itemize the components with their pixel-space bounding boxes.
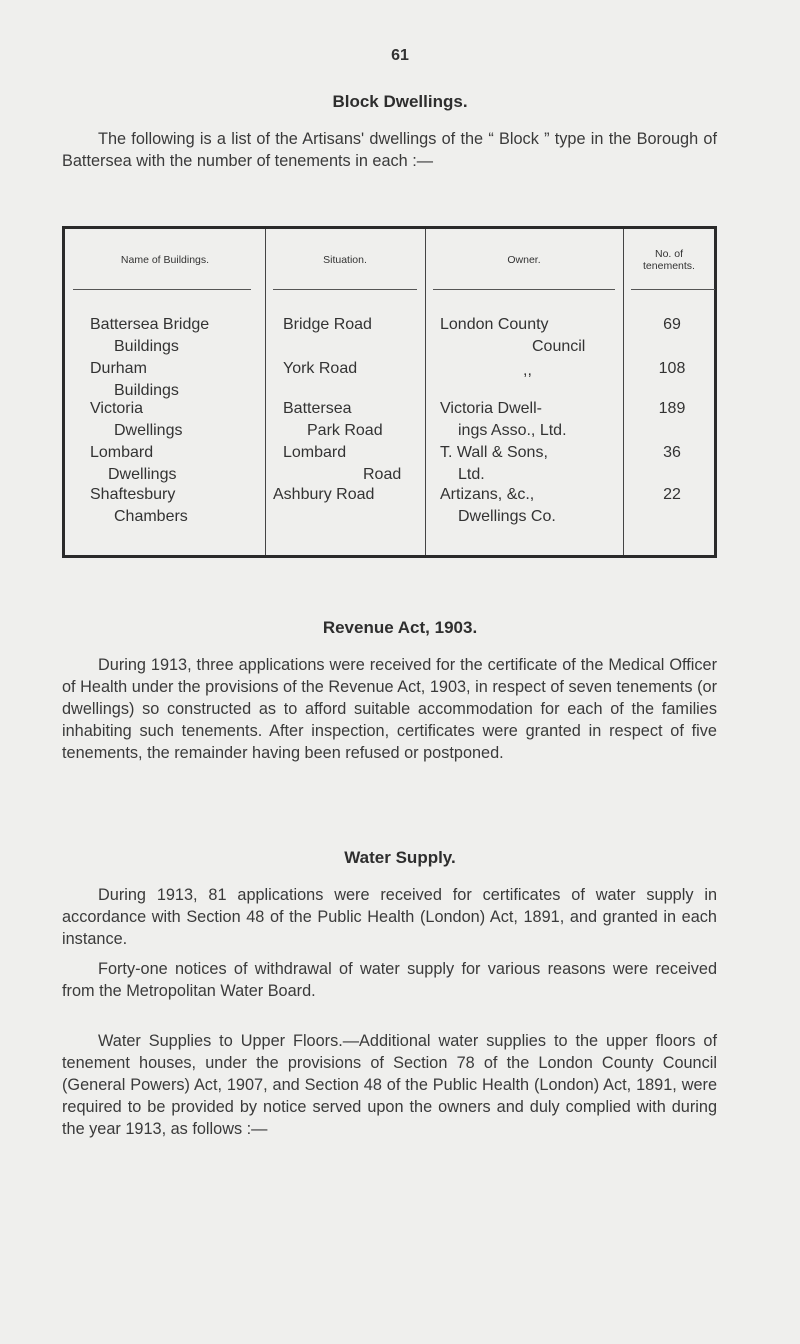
cell-tenements: 69 — [663, 316, 681, 333]
cell-owner-line: Dwellings Co. — [458, 508, 556, 525]
cell-name: Lombard — [90, 444, 154, 461]
table-row — [90, 358, 179, 402]
cell-owner: ,, — [523, 362, 532, 379]
cell-name: Buildings — [114, 338, 179, 355]
header-situation: Situation. — [323, 254, 367, 266]
header-name: Name of Buildings. — [120, 254, 210, 266]
cell-situation — [283, 398, 383, 442]
table-row — [90, 442, 176, 486]
water-supply-para-3: Water Supplies to Upper Floors.—Additional water supplies to the upper floors of tenement houses, under the provisions of Section 78 of the London County Council (General Powers) Act, 1907, and Section 48 of the Public Health (London) Act, 1891, were required to be provided by notice served upon the owners and duly complied with during the year 1913, as follows :— — [62, 1032, 717, 1138]
table-row — [90, 398, 182, 442]
cell-tenements: 189 — [658, 400, 686, 417]
cell-owner-line: T. Wall & Sons, — [440, 444, 548, 461]
table-row — [90, 484, 188, 528]
cell-owner-line: Ltd. — [458, 466, 485, 483]
header-rule — [73, 289, 251, 290]
cell-owner-line: Council — [532, 338, 586, 355]
water-supply-para-2: Forty-one notices of withdrawal of water supply for various reasons were received from the Metropolitan Water Board. — [62, 960, 717, 1000]
water-supply-para-1: During 1913, 81 applications were received for certificates of water supply in accordance with Section 48 of the Public Health (London) Act, 1891, and granted in each instance. — [62, 886, 717, 948]
cell-situation: Ashbury Road — [273, 486, 375, 503]
dwellings-table — [62, 226, 717, 558]
table-row — [90, 314, 209, 358]
page-number: 61 — [391, 47, 409, 64]
cell-owner — [440, 398, 567, 442]
cell-name: Battersea Bridge — [90, 316, 210, 333]
cell-situation-line: Lombard — [283, 444, 347, 461]
cell-owner-line: Victoria Dwell- — [440, 400, 542, 417]
cell-name: Durham — [90, 360, 147, 377]
water-supply-heading: Water Supply. — [344, 848, 456, 867]
cell-situation-line: Road — [363, 466, 402, 483]
header-owner: Owner. — [507, 254, 541, 266]
column-divider — [265, 229, 266, 555]
cell-owner-line: London County — [440, 316, 549, 333]
block-dwellings-heading: Block Dwellings. — [332, 92, 468, 111]
cell-owner — [440, 484, 556, 528]
block-dwellings-intro: The following is a list of the Artisans' dwellings of the “ Block ” type in the Borough of Battersea with the number of tenements in each :— — [62, 130, 717, 170]
cell-name: Dwellings — [108, 466, 177, 483]
cell-tenements: 36 — [663, 444, 681, 461]
cell-situation-line: Battersea — [283, 400, 352, 417]
cell-owner-line: Artizans, &c., — [440, 486, 535, 503]
cell-situation: York Road — [283, 360, 358, 377]
cell-name: Dwellings — [114, 422, 183, 439]
header-rule — [631, 289, 715, 290]
cell-tenements: 22 — [663, 486, 681, 503]
revenue-act-body: During 1913, three applications were received for the certificate of the Medical Officer of Health under the provisions of the Revenue Act, 1903, in respect of seven tenements (or dwellings) so constructed as to afford suitable accommodation for each of the families inhabiting such tenements. After inspection, certificates were granted in respect of five tenements, the remainder having been refused or postponed. — [62, 656, 717, 762]
cell-situation-line: Park Road — [307, 422, 383, 439]
cell-situation — [283, 442, 401, 486]
cell-name: Shaftesbury — [90, 486, 176, 503]
cell-name: Chambers — [114, 508, 188, 525]
cell-tenements: 108 — [658, 360, 686, 377]
column-divider — [425, 229, 426, 555]
cell-owner — [440, 314, 585, 358]
cell-owner — [440, 442, 548, 486]
column-divider — [623, 229, 624, 555]
cell-name: Buildings — [114, 382, 179, 399]
header-tenements: No. of tenements. — [643, 248, 695, 272]
cell-name: Victoria — [90, 400, 144, 417]
header-rule — [273, 289, 417, 290]
cell-owner-line: ings Asso., Ltd. — [458, 422, 567, 439]
cell-situation: Bridge Road — [283, 316, 372, 333]
header-rule — [433, 289, 615, 290]
revenue-act-heading: Revenue Act, 1903. — [322, 618, 478, 637]
